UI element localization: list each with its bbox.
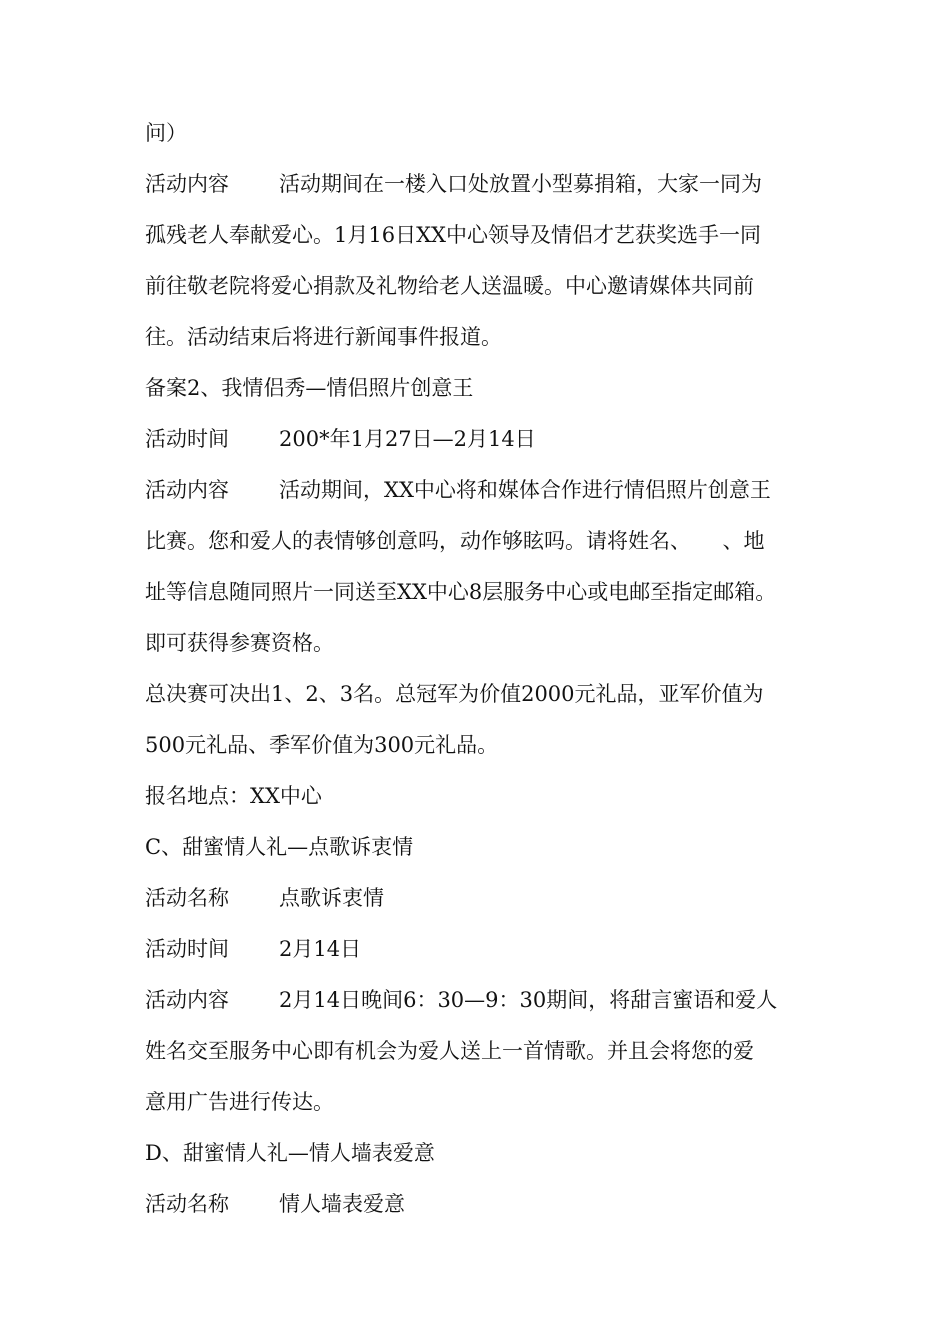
line-text: 200*年1月27日—2月14日 bbox=[279, 427, 536, 451]
line-text: 前往敬老院将爱心捐款及礼物给老人送温暖。中心邀请媒体共同前 bbox=[145, 274, 754, 298]
text-line bbox=[145, 720, 825, 771]
line-text: 即可获得参赛资格。 bbox=[145, 631, 334, 655]
line-text: 情人墙表爱意 bbox=[279, 1192, 405, 1216]
text-line bbox=[145, 1077, 825, 1128]
text-line bbox=[145, 618, 825, 669]
field-label: 活动时间 bbox=[145, 937, 229, 961]
line-text: 2月14日晚间6：30—9：30期间，将甜言蜜语和爱人 bbox=[279, 988, 778, 1012]
line-text: 点歌诉衷情 bbox=[279, 886, 384, 910]
text-line bbox=[145, 873, 825, 924]
text-line bbox=[145, 822, 825, 873]
text-line bbox=[145, 1128, 825, 1179]
text-line bbox=[145, 516, 825, 567]
line-text: 备案2、我情侣秀—情侣照片创意王 bbox=[145, 376, 474, 400]
text-line bbox=[145, 312, 825, 363]
line-text: 址等信息随同照片一同送至XX中心8层服务中心或电邮至指定邮箱。 bbox=[145, 580, 777, 604]
field-label: 活动时间 bbox=[145, 427, 229, 451]
line-text: 报名地点：XX中心 bbox=[145, 784, 322, 808]
document-body bbox=[145, 108, 825, 1230]
line-text: 意用广告进行传达。 bbox=[145, 1090, 334, 1114]
line-text: C、甜蜜情人礼—点歌诉衷情 bbox=[145, 835, 414, 859]
line-text: 活动期间在一楼入口处放置小型募捐箱，大家一同为 bbox=[279, 172, 762, 196]
line-text: 问） bbox=[145, 121, 187, 145]
field-label: 活动名称 bbox=[145, 886, 229, 910]
line-text: 500元礼品、季军价值为300元礼品。 bbox=[145, 733, 499, 757]
text-line bbox=[145, 975, 825, 1026]
line-text: 孤残老人奉献爱心。1月16日XX中心领导及情侣才艺获奖选手一同 bbox=[145, 223, 761, 247]
field-label: 活动内容 bbox=[145, 988, 229, 1012]
line-text: 活动期间，XX中心将和媒体合作进行情侣照片创意王 bbox=[279, 478, 771, 502]
text-line bbox=[145, 414, 825, 465]
text-line bbox=[145, 465, 825, 516]
line-text: 总决赛可决出1、2、3名。总冠军为价值2000元礼品，亚军价值为 bbox=[145, 682, 764, 706]
text-line bbox=[145, 210, 825, 261]
text-line bbox=[145, 108, 825, 159]
field-label: 活动名称 bbox=[145, 1192, 229, 1216]
text-line bbox=[145, 669, 825, 720]
line-text: 往。活动结束后将进行新闻事件报道。 bbox=[145, 325, 502, 349]
field-label: 活动内容 bbox=[145, 478, 229, 502]
line-text: 比赛。您和爱人的表情够创意吗，动作够眩吗。请将姓名、 、地 bbox=[145, 529, 765, 553]
text-line bbox=[145, 261, 825, 312]
line-text: D、甜蜜情人礼—情人墙表爱意 bbox=[145, 1141, 435, 1165]
line-text: 2月14日 bbox=[279, 937, 362, 961]
field-label: 活动内容 bbox=[145, 172, 229, 196]
text-line bbox=[145, 1026, 825, 1077]
text-line bbox=[145, 567, 825, 618]
text-line bbox=[145, 1179, 825, 1230]
text-line bbox=[145, 159, 825, 210]
line-text: 姓名交至服务中心即有机会为爱人送上一首情歌。并且会将您的爱 bbox=[145, 1039, 754, 1063]
text-line bbox=[145, 924, 825, 975]
text-line bbox=[145, 771, 825, 822]
text-line bbox=[145, 363, 825, 414]
